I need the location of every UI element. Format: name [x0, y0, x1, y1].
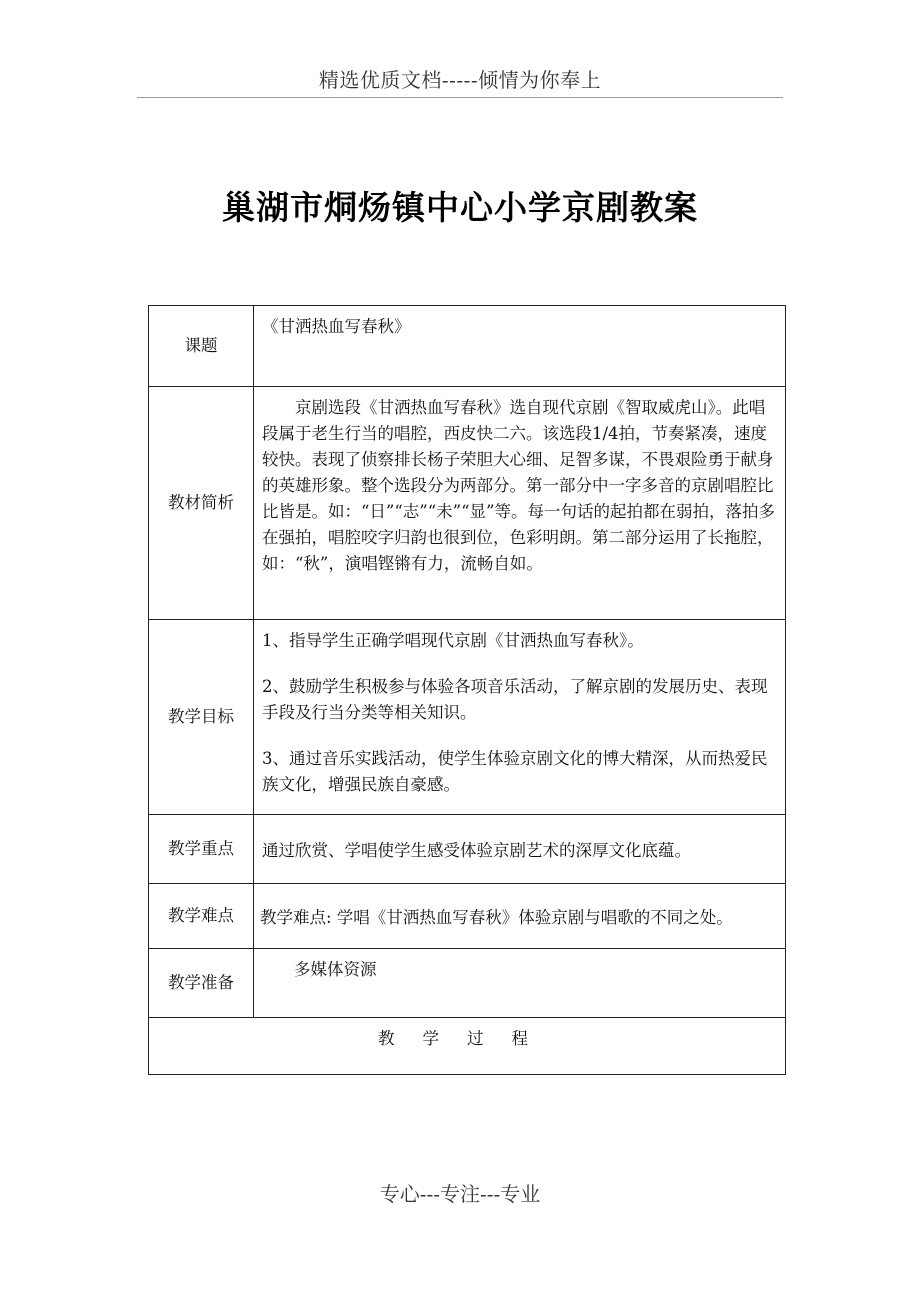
difficulty-row: [149, 884, 786, 949]
goal-item-1: 1、指导学生正确学唱现代京剧《甘洒热血写春秋》。: [262, 631, 644, 650]
goals-label: 教学目标: [149, 620, 254, 815]
header-divider: [137, 97, 783, 98]
preparation-row: [149, 949, 786, 1018]
difficulty-label: 教学难点: [149, 884, 254, 949]
preparation-label: 教学准备: [149, 949, 254, 1018]
topic-row: [149, 306, 786, 387]
preparation-cell: [254, 949, 786, 1018]
topic-value: 《甘洒热血写春秋》: [254, 306, 786, 387]
document-title: 巢湖市烔炀镇中心小学京剧教案: [222, 188, 698, 227]
process-row: [149, 1018, 786, 1075]
lesson-plan-table: [148, 305, 786, 1075]
analysis-cell: [254, 387, 786, 620]
analysis-text: 京剧选段《甘洒热血写春秋》选自现代京剧《智取威虎山》。此唱段属于老生行当的唱腔，西皮快二六。该选段1/4拍，节奏紧凑，速度较快。表现了侦察排长杨子荣胆大心细、足智多谋，不畏艰险勇于献身的英雄形象。整个选段分为两部分。第一部分中一字多音的京剧唱腔比比皆是。如：“日”“志”“未”“显”等。每一句话的起拍都在弱拍，落拍多在强拍，唱腔咬字归韵也很到位，色彩明朗。第二部分运用了长拖腔，如：“秋”，演唱铿锵有力，流畅自如。: [262, 398, 775, 573]
preparation-value: 多媒体资源: [294, 960, 377, 979]
goals-cell: [254, 620, 786, 815]
topic-label: 课题: [149, 306, 254, 387]
process-cell: [149, 1018, 786, 1075]
process-label: 教学过程: [378, 1029, 556, 1048]
key-point-value: 通过欣赏、学唱使学生感受体验京剧艺术的深厚文化底蕴。: [254, 815, 786, 884]
key-point-row: [149, 815, 786, 884]
goal-item-2: 2、鼓励学生积极参与体验各项音乐活动，了解京剧的发展历史、表现手段及行当分类等相关知识。: [262, 677, 768, 722]
analysis-label: 教材简析: [149, 387, 254, 620]
key-point-label: 教学重点: [149, 815, 254, 884]
difficulty-value: 教学难点: 学唱《甘洒热血写春秋》体验京剧与唱歌的不同之处。: [254, 884, 786, 949]
page-header: 精选优质文档-----倾情为你奉上: [318, 68, 602, 92]
page-footer: 专心---专注---专业: [379, 1182, 541, 1206]
goal-item-3: 3、通过音乐实践活动，使学生体验京剧文化的博大精深，从而热爱民族文化，增强民族自豪感。: [262, 749, 768, 794]
analysis-row: [149, 387, 786, 620]
goals-row: [149, 620, 786, 815]
